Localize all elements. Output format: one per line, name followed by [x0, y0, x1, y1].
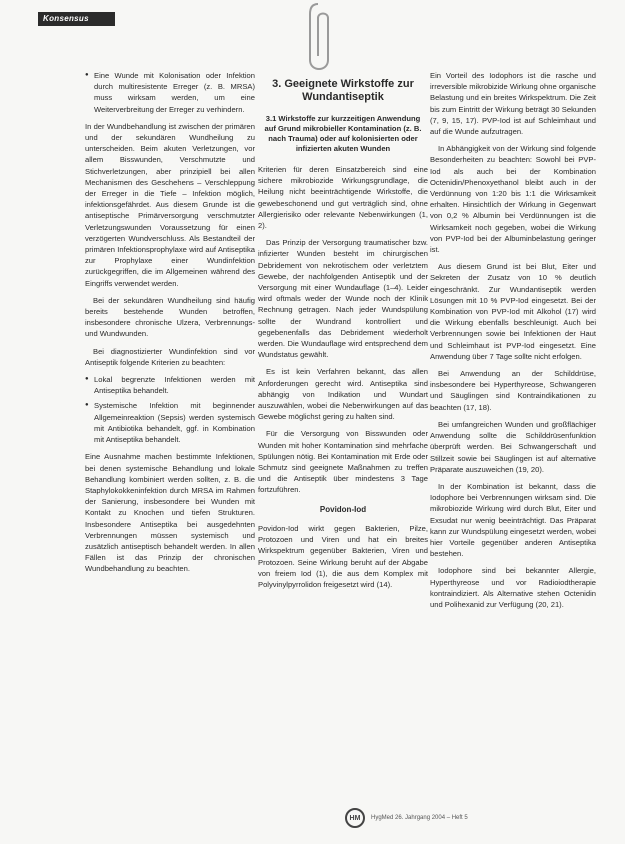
- column-right: [430, 70, 596, 616]
- column-left: [85, 70, 255, 581]
- paragraph: Es ist kein Verfahren bekannt, das allen Anforderungen gerecht wird. Antiseptika sind abhängig von Indikation und Wundart auszuwählen, wobei die Nebenwirkungen auf das Gewebe möglichst gering zu halten sind.: [258, 367, 428, 422]
- paragraph: Bei Anwendung an der Schilddrüse, insbesondere bei Hyperthyreose, Schwangeren und Säuglingen sind Kontraindikationen zu beachten (17, 18).: [430, 369, 596, 412]
- paragraph: Bei diagnostizierter Wundinfektion sind vor Antiseptik folgende Kriterien zu beachten:: [85, 346, 255, 367]
- bullet-list: [85, 70, 255, 115]
- paragraph: Iodophore sind bei bekannter Allergie, Hyperthyreose und vor Radioiodtherapie kontraindiziert. Als Alternative stehen Octenidin und Polihexanid zur Verfügung (20, 21).: [430, 566, 596, 609]
- bullet-list: [85, 374, 255, 445]
- paragraph: Kriterien für deren Einsatzbereich sind eine sichere mikrobiozide Wirkungsgrundlage, die Heilung nicht beeinträchtigende Wirkstoffe, die gewebeschonend und gut verträglich sind, ohne Allergierisiko oder relevante Nebenwirkungen (1, 2).: [258, 165, 428, 231]
- paragraph: Aus diesem Grund ist bei Blut, Eiter und Sekreten der Zusatz von 10 % deutlich eingeschränkt. Zur Wundantiseptik werden Lösungen mit 10 % PVP-Iod eingesetzt. Bei der Kombination von PVP-Iod mit Alkohol (17) wird die Wirkung ebenfalls beschleunigt. Auch bei Verbrennungen sowie bei Infektionen der Haut und Schleimhaut ist PVP-Iod eingesetzt. Eine Anwendung über 7 Tage sollte nicht erfolgen.: [430, 262, 596, 361]
- column-middle: [258, 72, 428, 596]
- journal-logo: HM: [345, 808, 365, 828]
- subsection-heading: 3.1 Wirkstoffe zur kurzzeitigen Anwendung auf Grund mikrobieller Kontamination (z. B. nach Trauma) oder auf kolonisierten oder infizierten akuten Wunden: [264, 114, 422, 153]
- paragraph: In Abhängigkeit von der Wirkung sind folgende Besonderheiten zu beachten: Sowohl bei PVP-Iod als auch bei der Kombination Octenidin/Phenoxyethanol bleibt auch in der Verdünnung von 1:20 bis 1:1 die Wirksamkeit erhalten. Hinsichtlich der Wirkung in Gegenwart von 0,2 % Albumin bei Verdünnungen ist die Wirksamkeit noch gegeben, wobei die Wirkung von PVP-Iod bei der Albuminbelastung geringer ist.: [430, 144, 596, 255]
- paragraph: Ein Vorteil des Iodophors ist die rasche und irreversible mikrobizide Wirkung ohne organische Belastung und ein breites Wirkspektrum. Die Zeit bis zum Eintritt der Wirkung beträgt 30 Sekunden (7, 9, 15, 17). PVP-Iod ist auf Schleimhaut und auf die Wunde aufzutragen.: [430, 71, 596, 137]
- paragraph: Bei umfangreichen Wunden und großflächiger Anwendung sollte die Schilddrüsenfunktion überprüft werden. Bei Schwangerschaft und Stillzeit sowie bei Säuglingen ist auf alternative Präparate auszuweichen (19, 20).: [430, 419, 596, 474]
- section-tab: Konsensus: [38, 12, 115, 26]
- paragraph: Povidon-Iod wirkt gegen Bakterien, Pilze, Protozoen und Viren und hat ein breites Wirkspektrum gegenüber Bakterien, Viren und Protozoen. Seine Wirkung beruht auf der Abgabe von freiem Iod (1), die aus dem Komplex mit Polyvinylpyrrolidon freigesetzt wird (14).: [258, 523, 428, 589]
- list-item: ● Systemische Infektion mit beginnender Allgemeinreaktion (Sepsis) werden systemisch mit Antibiotika behandelt, ggf. in Kombination mit Antiseptika behandelt.: [94, 400, 255, 445]
- paragraph: Für die Versorgung von Bisswunden oder Wunden mit hoher Kontamination sind mehrfache Spülungen nötig. Bei Kontamination mit Erde oder Schmutz sind geeignete Maßnahmen zu treffen und die Antiseptik über mindestens 3 Tage fortzuführen.: [258, 429, 428, 495]
- paragraph: In der Wundbehandlung ist zwischen der primären und der sekundären Wundheilung zu unterscheiden. Beim akuten Verletzungen, vor allem Bisswunden, Verschmutzte und Stichverletzungen, aber prinzipiell bei allen Mechanismen des Geschehens – Verschleppung der Erreger in die Tiefe – Infektion möglich, infektionsgefährdet. Aus diesem Grunde ist die antiseptische Primärversorgung verschmutzter Verletzungswunden Voraussetzung für einen verzögerten Wundverschluss. Als Bestandteil der primären Infektionsprophylaxe wird auf Antiseptika zur Prophylaxe einer Wundinfektion zurückgegriffen, die im Allgemeinen während des Eingriffs verwendet werden.: [85, 121, 255, 288]
- list-item: ● Eine Wunde mit Kolonisation oder Infektion durch multiresistente Erreger (z. B. MRSA) muss wirksam werden, um eine Weiterverbreitung der Erreger zu verhindern.: [94, 70, 255, 115]
- paragraph: Eine Ausnahme machen bestimmte Infektionen, bei denen systemische Behandlung und lokale Behandlung kombiniert werden sollten, z. B. die Staphylokokkeninfektion durch MRSA im Rahmen der Sanierung, insbesondere bei Wunden mit Kontakt zu Knochen und tiefen Strukturen. Insbesondere Antiseptika bei ausgedehnten Verbrennungen müssen systemisch und zusätzlich antiseptisch behandelt werden. In allen Fällen ist das Prinzip der chronischen Wundbehandlung zu beachten.: [85, 452, 255, 574]
- paragraph: Das Prinzip der Versorgung traumatischer bzw. infizierter Wunden besteht im chirurgischen Debridement von nekrotischem oder verletztem Gewebe, der nachfolgenden Antiseptik und der Versorgung mit einer Wundauflage (1–4). Leider wird oftmals weder der Wunde noch der Klinik Rechnung getragen. Nach jeder Wundspülung sollte der Wundrand kontrolliert und gegebenenfalls das Debridement wiederholt werden. Die Wundauflage wird entsprechend dem Wundstatus gewählt.: [258, 238, 428, 360]
- page-footer: [345, 808, 468, 828]
- paragraph: Bei der sekundären Wundheilung sind häufig bereits bestehende Wunden betroffen, insbesondere chronische Ulzera, Verbrennungs- und Wundwunden.: [85, 295, 255, 339]
- journal-citation: HygMed 26. Jahrgang 2004 – Heft 5: [371, 815, 468, 821]
- list-item: ● Lokal begrenzte Infektionen werden mit Antiseptika behandelt.: [94, 374, 255, 396]
- subsection-title: Povidon-Iod: [319, 504, 367, 514]
- paragraph: In der Kombination ist bekannt, dass die Iodophore bei Verbrennungen wirksam sind. Die mikrobiozide Wirkung wird durch Blut, Eiter und Exsudat nur wenig beeinträchtigt. Das Präparat kann zur Wundspülung eingesetzt werden, wobei hier Vorteile gegenüber anderen Antiseptika bestehen.: [430, 481, 596, 559]
- paperclip-icon: [306, 0, 342, 82]
- section-heading: 3. Geeignete Wirkstoffe zur Wundantiseptik: [272, 78, 414, 103]
